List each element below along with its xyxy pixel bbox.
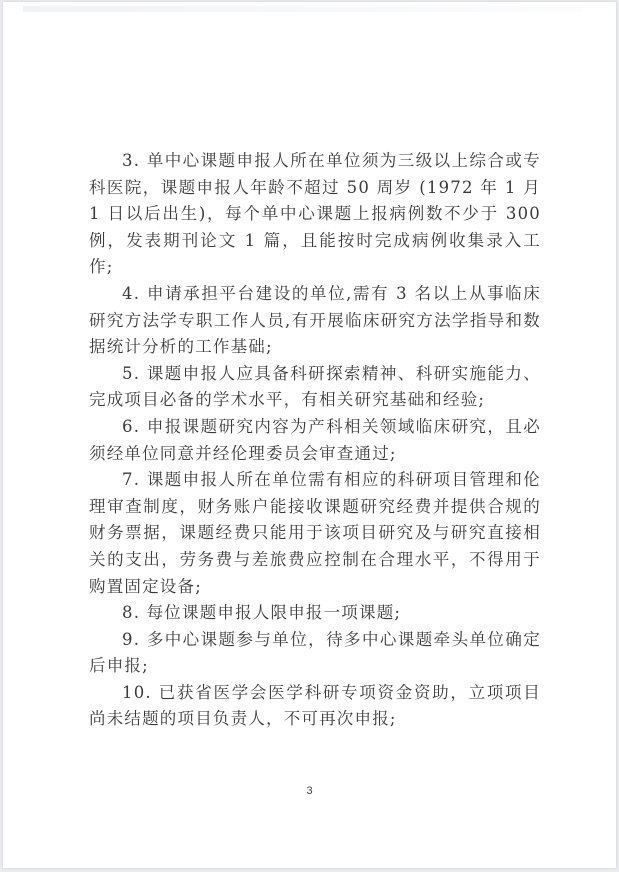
document-body [89,148,541,733]
paragraph-item-7: 7. 课题申报人所在单位需有相应的科研项目管理和伦理审查制度，财务账户能接收课题研究经费并提供合规的财务票据，课题经费只能用于该项目研究及与研究直接相关的支出，劳务费与差旅费应控制在合理水平，不得用于购置固定设备; [89,470,541,596]
document-page [3,2,616,868]
paragraph-item-3: 3. 单中心课题申报人所在单位须为三级以上综合或专科医院，课题申报人年龄不超过 50 周岁 (1972 年 1 月 1 日以后出生)，每个单中心课题上报病例数不少于 300 例，发表期刊论文 1 篇，且能按时完成病例收集录入工作; [89,151,541,277]
paragraph-item-10: 10. 已获省医学会医学科研专项资金资助，立项项目尚未结题的项目负责人，不可再次申报; [89,682,541,729]
paragraph-item-8: 8. 每位课题申报人限申报一项课题; [122,603,402,623]
paragraph-item-5: 5. 课题申报人应具备科研探索精神、科研实施能力、完成项目必备的学术水平，有相关研究基础和经验; [89,363,541,410]
page-number: 3 [306,785,313,797]
paragraph-item-6: 6. 申报课题研究内容为产科相关领域临床研究，且必须经单位同意并经伦理委员会审查通过; [89,416,541,463]
paragraph-item-9: 9. 多中心课题参与单位，待多中心课题牵头单位确定后申报; [89,629,541,676]
paragraph-item-4: 4. 申请承担平台建设的单位,需有 3 名以上从事临床研究方法学专职工作人员,有开展临床研究方法学指导和数据统计分析的工作基础; [89,283,541,357]
scan-artifact [23,6,583,12]
